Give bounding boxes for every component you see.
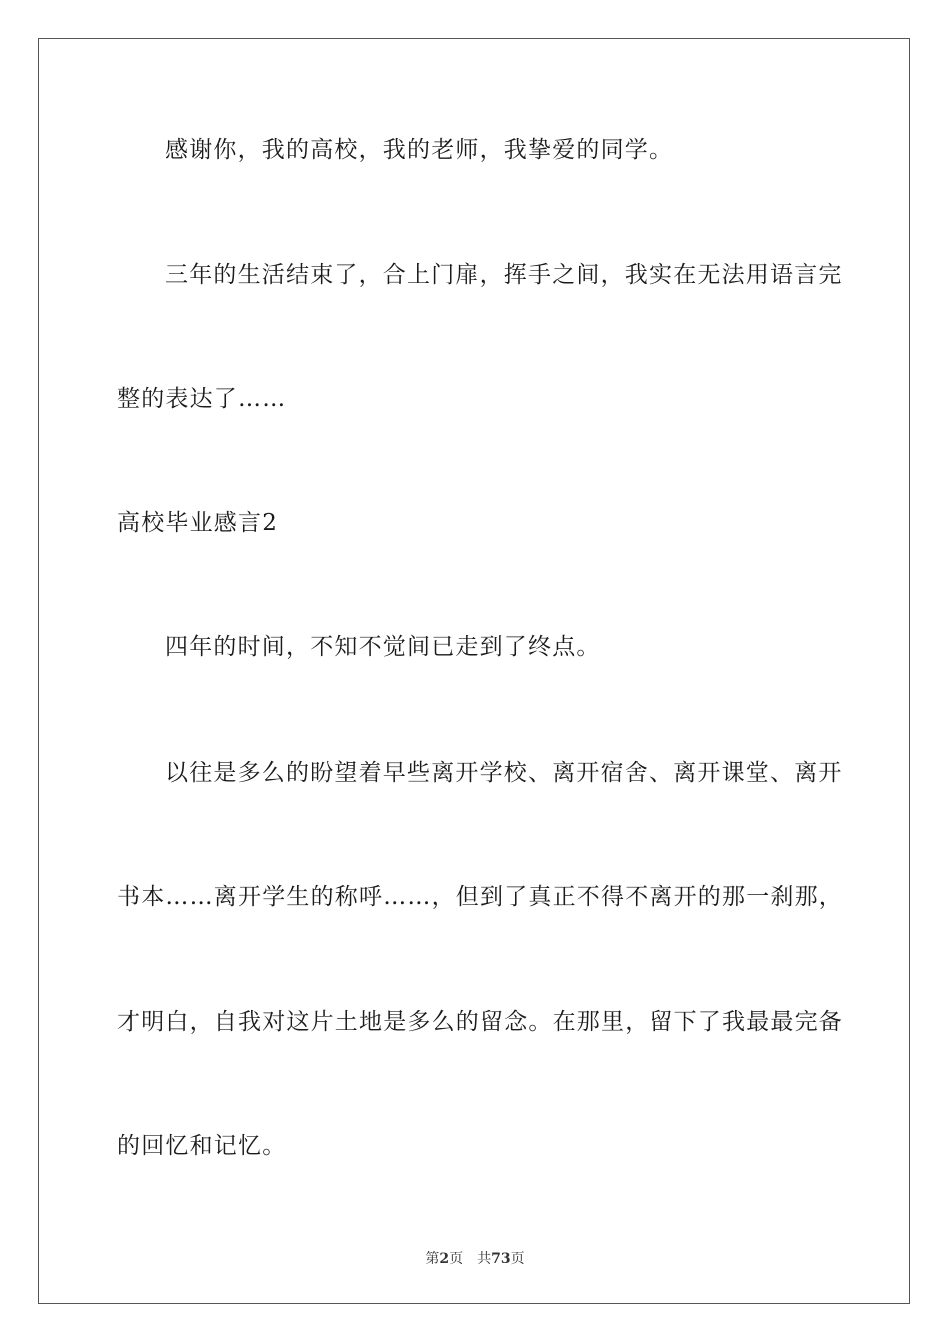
- paragraph-line-6: 以往是多么的盼望着早些离开学校、离开宿舍、离开课堂、离开: [165, 760, 843, 786]
- page-border: [38, 38, 910, 1304]
- paragraph-line-5: 四年的时间，不知不觉间已走到了终点。: [165, 634, 601, 660]
- paragraph-line-9: 的回忆和记忆。: [117, 1133, 287, 1159]
- section-heading: 高校毕业感言2: [117, 510, 279, 536]
- page-prefix: 第: [425, 1251, 440, 1267]
- paragraph-line-7: 书本……离开学生的称呼……，但到了真正不得不离开的那一刹那，: [117, 884, 843, 910]
- page-number: 2: [439, 1251, 450, 1267]
- page-footer: [0, 1248, 950, 1268]
- paragraph-line-2: 三年的生活结束了，合上门扉，挥手之间，我实在无法用语言完: [165, 262, 843, 288]
- total-suffix: 页: [510, 1251, 525, 1267]
- page-suffix: 页: [449, 1251, 464, 1267]
- paragraph-line-8: 才明白，自我对这片土地是多么的留念。在那里，留下了我最最完备: [117, 1009, 843, 1035]
- total-prefix: 共: [477, 1251, 492, 1267]
- paragraph-line-1: 感谢你，我的高校，我的老师，我挚爱的同学。: [165, 137, 674, 163]
- paragraph-line-3: 整的表达了……: [117, 386, 287, 412]
- total-pages: 73: [491, 1251, 511, 1267]
